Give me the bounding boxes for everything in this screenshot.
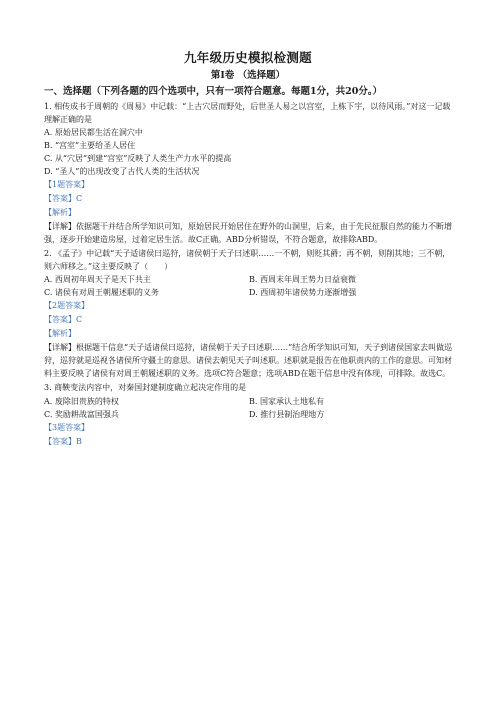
question-2	[44, 248, 454, 380]
option-b: B. 国家承认土地私有	[249, 396, 324, 406]
answer-heading: 【2题答案】	[44, 301, 90, 310]
option-c: C. 诸侯有对周王朝履述职的义务	[44, 288, 159, 297]
option-c: C. 奖励耕战富国强兵	[44, 409, 119, 419]
question-stem: 2. 《孟子》中记载“天子适诸侯曰巡狩，诸侯朝于天子曰述职……一不朝，则贬其爵；再不朝，则削其地；三不朝，则六师移之。”这主要反映了（ ）	[44, 249, 451, 271]
option-d: D. 西周初年诸侯势力逐渐增强	[249, 288, 357, 297]
answer-heading: 【1题答案】	[44, 180, 90, 189]
question-stem: 3. 商鞅变法内容中，对秦国封建制度确立起决定作用的是	[44, 383, 247, 392]
option-b: B. “宫室”主要给圣人居住	[44, 141, 136, 150]
exam-content	[44, 85, 454, 451]
option-a: A. 原始居民都生活在洞穴中	[44, 128, 143, 137]
option-d: D. 推行县制治理地方	[249, 409, 325, 419]
exam-title: 九年级历史模拟检测题	[183, 50, 312, 65]
question-3	[44, 382, 454, 449]
option-row	[44, 286, 454, 299]
answer: 【答案】B	[44, 436, 82, 446]
option-row	[44, 273, 454, 286]
question-stem: 1. 相传成书于周朝的《周易》中记载：“上古穴居而野处，后世圣人易之以宫室，上栋下宇，以待风雨。”对这一记载理解正确的是	[44, 102, 451, 124]
question-1	[44, 101, 454, 246]
section-heading: 一、选择题（下列各题的四个选项中，只有一项符合题意。每题1分，共20分。）	[44, 86, 383, 97]
option-d: D. “圣人”的出现改变了古代人类的生活状况	[44, 167, 200, 176]
answer: 【答案】C	[44, 194, 83, 203]
analysis-text: 【详解】根据题干信息“天子适诸侯曰巡狩，诸侯朝于天子曰述职……”结合所学知识可知，天子到诸侯国家去叫做巡狩，巡狩就是巡视各诸侯所守疆土的意思。诸侯去朝见天子叫述职。述职就是报告在他职责内的工作的意思。可知材料主要反映了诸侯有对周王朝履述职的义务。选项C符合题意；选项ABD在题干信息中没有体现，可排除。故选C。	[44, 343, 453, 378]
analysis-text: 【详解】依据题干并结合所学知识可知，原始居民开始居住在野外的山洞里，后来，由于先民征服自然的能力不断增强，逐步开始建造房屋，过着定居生活。故C正确。ABD分析错误，不符合题意，故排除ABD。	[44, 222, 452, 244]
option-row	[44, 395, 454, 408]
option-c: C. 从“穴居”到建“宫室”反映了人类生产力水平的提高	[44, 154, 232, 163]
option-row	[44, 408, 454, 421]
option-a: A. 废除旧贵族的特权	[44, 396, 119, 406]
answer-heading: 【3题答案】	[44, 422, 90, 432]
analysis-heading: 【解析】	[44, 208, 76, 217]
analysis-heading: 【解析】	[44, 329, 76, 338]
option-a: A. 西周初年周天子是天下共主	[44, 275, 151, 284]
option-b: B. 西周末年周王势力日益衰微	[249, 275, 356, 284]
answer: 【答案】C	[44, 315, 83, 324]
volume-heading: 第Ⅰ卷 （选择题）	[210, 70, 286, 81]
